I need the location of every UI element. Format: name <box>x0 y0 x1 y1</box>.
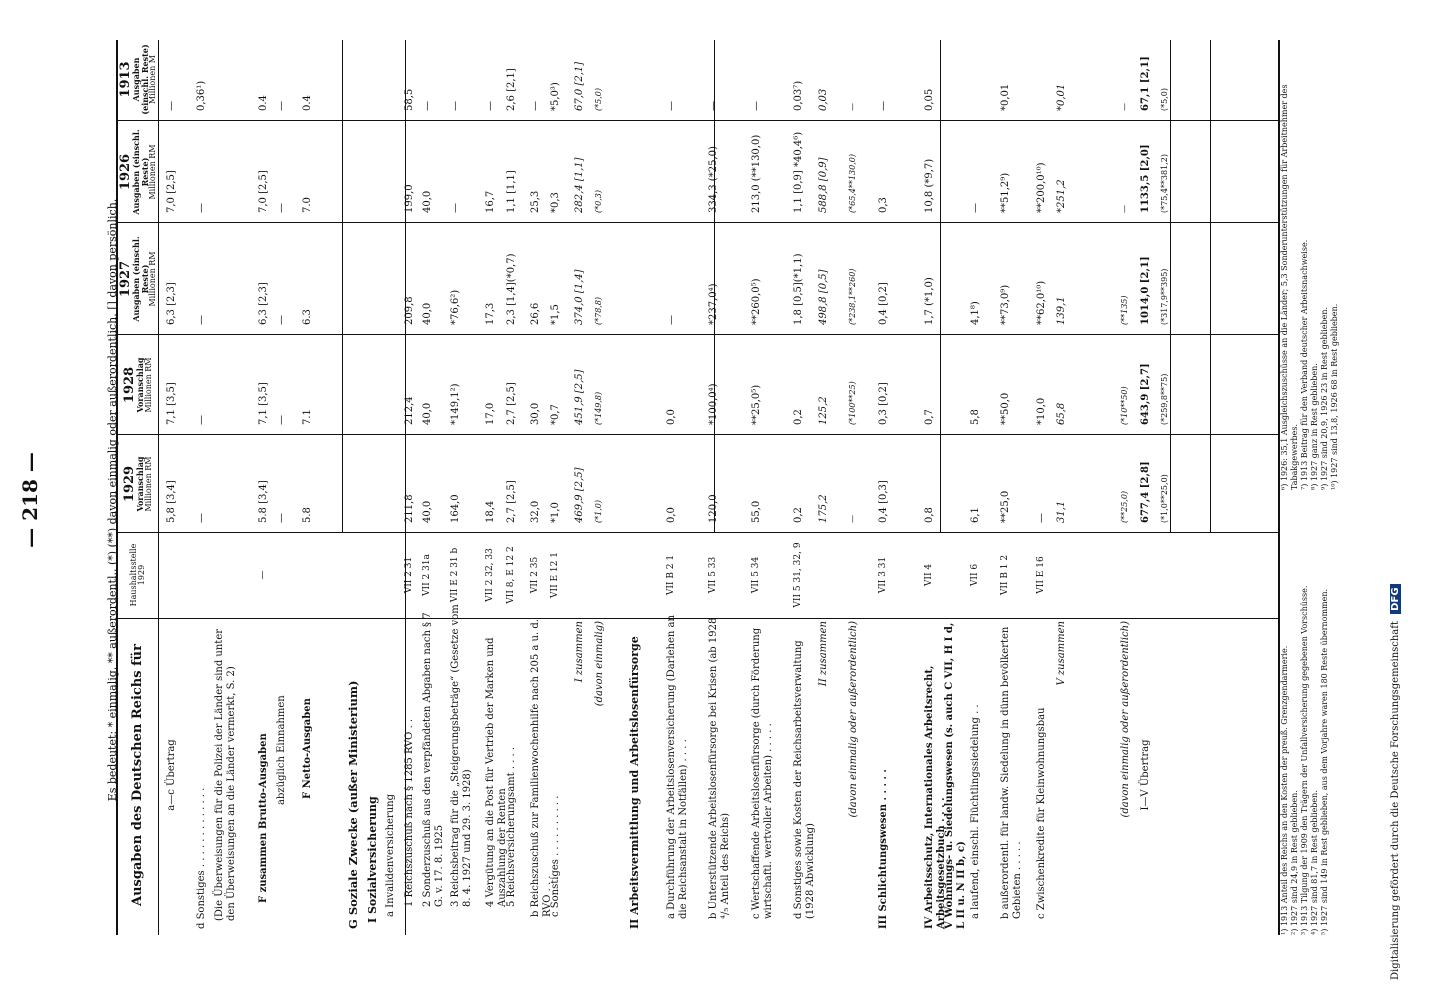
row-label: 2 Sonderzuschuß aus den verpfändeten Abgaben nach § 7 G. v. 17. 8. 1925 <box>422 612 445 907</box>
row-label: a laufend, einschl. Flüchtlingssiedelung . . <box>970 704 981 919</box>
value-1929: 0,8 <box>924 507 935 523</box>
footnote: ⁵) 1927 sind 149 in Rest geblieben, aus dem Vorjahre waren 180 Reste übernommen. <box>1320 588 1329 935</box>
value-1927: (**135) <box>1120 295 1129 325</box>
value-1928: **50,0 <box>1000 392 1011 425</box>
value-1913: 0,03⁷) <box>793 80 804 111</box>
value-1926: 25,3 <box>530 190 541 213</box>
budget-position: VII 3 31 <box>878 556 888 594</box>
value-1929: 211,8 <box>404 494 415 523</box>
value-1913: — <box>1120 103 1129 111</box>
digitization-text: Digitalisierung gefördert durch die Deutsche Forschungsgemeinschaft <box>1390 621 1401 980</box>
value-1927: **62,0¹⁰) <box>1036 280 1047 325</box>
value-1913: 67,1 [2,1] <box>1140 56 1151 111</box>
value-1928: — <box>276 415 287 425</box>
value-1928: (*149,8) <box>594 391 603 425</box>
column-rule <box>118 532 1278 533</box>
value-1927: 40,0 <box>422 302 433 325</box>
sum-rule <box>1210 40 1211 533</box>
value-1926: — <box>1120 205 1129 213</box>
value-1927: 6,3 [2,3] <box>166 282 177 325</box>
footnote: ⁹) 1927 sind 20,9, 1926 23 in Rest geblieben. <box>1320 306 1329 490</box>
header-hh-column: Haushaltsstelle 1929 <box>128 543 146 607</box>
value-1913: — <box>708 101 719 111</box>
value-1927: 1,7 (*1,0) <box>924 277 935 325</box>
value-1928: (*100**25) <box>848 381 857 425</box>
value-1929: *1,0 <box>550 502 561 523</box>
value-1928: 125,2 <box>818 396 829 425</box>
value-1928: 65,8 <box>1056 402 1067 425</box>
value-1928: *0,7 <box>550 404 561 425</box>
row-label: (Die Überweisungen für die Polizei der Länder sind unter den Überweisungen an die Länder vermerkt, S. 2) <box>214 628 237 921</box>
value-1913: — <box>878 101 889 111</box>
page-number: — 218 — <box>18 452 42 548</box>
row-label: II zusammen <box>818 621 829 687</box>
value-1929: 32,0 <box>530 500 541 523</box>
budget-position: VII 2 31 <box>404 556 414 594</box>
value-1928: 0,2 <box>793 409 804 425</box>
row-label: abzüglich Einnahmen <box>276 695 287 805</box>
row-label: b außerordentl. für landw. Siedelung in dünn bevölkerten Gebieten . . . . . <box>1000 626 1023 919</box>
value-1927: 209,8 <box>404 296 415 325</box>
value-1926: — <box>450 203 461 213</box>
row-label: b Unterstützende Arbeitslosenfürsorge bei Krisen (ab 1928 ⁴/₅ Anteil des Reichs) <box>708 617 731 919</box>
value-1913: *0,01 <box>1000 83 1011 111</box>
value-1913: 2,6 [2,1] <box>506 68 517 111</box>
budget-position: VII 4 <box>924 563 934 587</box>
column-rule <box>118 618 1278 619</box>
value-1928: 0,7 <box>924 409 935 425</box>
value-1929: 18,4 <box>485 500 496 523</box>
footnote: ¹) 1913 Anteil des Reichs an den Kosten der preuß. Grenzgendarmerie. <box>1280 645 1289 935</box>
header-1926: 1926 Ausgaben (einschl. Reste) Millionen RM <box>117 129 158 215</box>
value-1928: 212,4 <box>404 396 415 425</box>
value-1913: — <box>485 101 496 111</box>
value-1927: — <box>666 315 677 325</box>
value-1928: (*10**50) <box>1120 386 1129 425</box>
value-1926: 199,0 <box>404 184 415 213</box>
value-1913: — <box>450 101 461 111</box>
value-1926: 7,0 [2,5] <box>258 170 269 213</box>
value-1926: 7,0 [2,5] <box>166 170 177 213</box>
budget-position: VII 2 35 <box>530 556 540 594</box>
budget-position: VII 8, E 12 2 <box>506 546 516 604</box>
value-1928: 451,9 [2,5] <box>574 369 585 425</box>
header-1929: 1929 Voranschlag Millionen RM <box>121 456 153 512</box>
value-1929: 164,0 <box>450 494 461 523</box>
budget-position: VII 5 33 <box>708 556 718 594</box>
value-1929: 175,2 <box>818 494 829 523</box>
row-label: a Invalidenversicherung <box>385 794 396 917</box>
budget-position: VII E 12 1 <box>550 552 560 598</box>
budget-position: VII 6 <box>970 563 980 587</box>
value-1927: 1,8 [0,5](*1,1) <box>793 253 804 325</box>
value-1913: — <box>530 101 541 111</box>
budget-position: VII 5 31, 32, 9 <box>793 542 803 608</box>
value-1926: 1,1 [0,9] *40,4⁶) <box>793 131 804 213</box>
value-1929: — <box>1036 513 1047 523</box>
value-1929: 120,0 <box>708 494 719 523</box>
value-1929: **25,0 <box>1000 490 1011 523</box>
value-1926: — <box>196 203 207 213</box>
value-1928: 2,7 [2,5] <box>506 382 517 425</box>
value-1928: *149,1²) <box>450 383 461 425</box>
header-label-column: Ausgaben des Deutschen Reichs für <box>130 644 146 906</box>
sum-rule <box>940 40 941 533</box>
value-1926: 1133,5 [2,0] <box>1140 144 1151 213</box>
value-1913: — <box>751 101 762 111</box>
row-label: (davon einmalig) <box>594 621 605 707</box>
value-1913: — <box>166 101 177 111</box>
value-1927: 4,1⁸) <box>970 301 981 325</box>
value-1926: *251,2 <box>1056 179 1067 213</box>
value-1927: 1014,0 [2,1] <box>1140 256 1151 325</box>
value-1929: — <box>848 515 857 523</box>
legend: Es bedeutet: * einmalig, ** außerordentl., (*) (**) davon einmalig oder außerordentlich. [] davon persönlich. <box>106 198 119 802</box>
value-1913: 67,0 [2,1] <box>574 61 585 111</box>
value-1927: *237,0⁴) <box>708 283 719 325</box>
value-1928: 40,0 <box>422 402 433 425</box>
value-1928: 30,0 <box>530 402 541 425</box>
row-label: F zusammen Brutto-Ausgaben <box>258 733 269 903</box>
row-label: I zusammen <box>574 621 585 683</box>
column-rule <box>118 222 1278 223</box>
value-1928: *100,0⁴) <box>708 383 719 425</box>
value-1927: **260,0⁵) <box>751 278 762 325</box>
footnote: ⁶) 1926: 35,1 Ausgleichszuschüsse an die Länder; 5,3 Sonderunterstützungen für Arbeitnehmer des Tabakgewerbes. <box>1280 84 1299 490</box>
value-1927: *1,5 <box>550 304 561 325</box>
value-1929: (**25,0) <box>1120 490 1129 523</box>
row-label: 4 Vergütung an die Post für Vertrieb der Marken und Auszahlung der Renten <box>485 637 508 907</box>
value-1913: 58,5 <box>404 88 415 111</box>
value-1928: 17,0 <box>485 402 496 425</box>
value-1928: 643,9 [2,7] <box>1140 363 1151 425</box>
value-1929: (*1,0) <box>594 500 603 523</box>
value-1927: 6,3 [2,3] <box>258 282 269 325</box>
budget-table <box>116 40 1280 935</box>
sum-rule <box>1170 40 1171 533</box>
row-label: III Schlichtungswesen . . . . . <box>878 769 889 929</box>
budget-position: VII B 1 2 <box>1000 554 1010 596</box>
value-1929: 0,0 <box>666 507 677 523</box>
value-1927: 0,4 [0,2] <box>878 282 889 325</box>
value-1913: 0.4 <box>302 95 313 111</box>
value-1928: **25,0⁵) <box>751 384 762 425</box>
value-1926: *0,3 <box>550 192 561 213</box>
value-1913: 0,05 <box>924 88 935 111</box>
footnote: ¹⁰) 1927 sind 13,8, 1926 68 in Rest geblieben. <box>1330 303 1339 490</box>
row-label: a—c Übertrag <box>166 739 177 811</box>
row-label: a Durchführung der Arbeitslosenversicherung (Darlehen an die Reichsanstalt in Notfällen) . . . . <box>666 615 689 919</box>
value-1929: 5,8 [3,4] <box>166 480 177 523</box>
value-1926: (*65,4**130,0) <box>848 154 857 213</box>
value-1929: 5.8 <box>302 507 313 523</box>
column-rule <box>118 434 1278 435</box>
value-1926: — <box>970 203 981 213</box>
value-1929: 677,4 [2,8] <box>1140 461 1151 523</box>
row-label: b Reichszuschuß zur Familienwochenhilfe nach 205 a u. d. RVO . . . <box>530 619 553 917</box>
value-1929: (*1,0**25,0) <box>1160 474 1169 523</box>
budget-position: VII B 2 1 <box>666 554 676 596</box>
value-1913: 0,03 <box>818 88 829 111</box>
value-1926: 213,0 (**130,0) <box>751 134 762 213</box>
value-1913: — <box>666 101 677 111</box>
footnote: ³) 1913 Tilgung der 1909 den Trägern der Unfallversicherung gegebenen Vorschüsse. <box>1300 585 1309 935</box>
header-1913: 1913 Ausgaben (einschl. Reste) Millionen M <box>117 44 158 115</box>
value-1926: (*75,4**381,2) <box>1160 154 1169 213</box>
budget-position: VII 2 32, 33 <box>485 548 495 602</box>
value-1913: — <box>848 103 857 111</box>
value-1927: — <box>196 315 207 325</box>
budget-position: — <box>258 570 268 580</box>
digitization-note <box>1390 584 1401 980</box>
value-1928: 0,3 [0,2] <box>878 382 889 425</box>
value-1927: 26,6 <box>530 302 541 325</box>
value-1927: 2,3 [1,4](*0,7) <box>506 253 517 325</box>
value-1928: *10,0 <box>1036 397 1047 425</box>
value-1926: 334,3 (*25,0) <box>708 146 719 213</box>
footnote: ⁴) 1927 sind 81,7 in Rest geblieben. <box>1310 790 1319 935</box>
value-1913: 0,36¹) <box>196 80 207 111</box>
row-label: V Wohnungs- u. Siedelungswesen (s. auch C VII, H I d, L II u. N II b, c) <box>944 622 967 929</box>
row-label: d Sonstiges sowie Kosten der Reichsarbeitsverwaltung (1928 Abwicklung) <box>793 640 816 919</box>
value-1927: 374,0 [1,4] <box>574 269 585 325</box>
footnotes-left <box>1280 505 1330 935</box>
budget-position: VII 2 31a <box>422 554 432 596</box>
row-label: V zusammen <box>1056 621 1067 686</box>
value-1926: 588,8 [0,9] <box>818 157 829 213</box>
dfg-logo: DFG <box>1390 584 1401 613</box>
value-1928: 7,1 [3,5] <box>166 382 177 425</box>
row-label: 1 Reichszuschuß nach § 1285 RVO . . <box>404 718 415 907</box>
header-1928: 1928 Voranschlag Millionen RM <box>121 357 153 413</box>
footnote: ⁷) 1913 Beitrag für den Verband deutscher Arbeitsnachweise. <box>1300 239 1309 490</box>
footnote: ⁸) 1927 ganz in Rest geblieben. <box>1310 363 1319 490</box>
value-1926: **51,2⁹) <box>1000 172 1011 213</box>
value-1929: 0,2 <box>793 507 804 523</box>
value-1913: (*5,0) <box>1160 88 1169 111</box>
value-1927: **73,0⁹) <box>1000 284 1011 325</box>
row-label: (davon einmalig oder außerordentlich) <box>848 621 859 818</box>
value-1926: 10,8 (*9,7) <box>924 158 935 213</box>
value-1926: 0,3 <box>878 197 889 213</box>
value-1926: 1,1 [1,1] <box>506 170 517 213</box>
value-1927: 498,8 [0,5] <box>818 269 829 325</box>
value-1927: (*238,1**260) <box>848 268 857 325</box>
row-label: c Zwischenkredite für Kleinwohnungsbau <box>1036 707 1047 919</box>
value-1928: 0,0 <box>666 409 677 425</box>
value-1926: 16,7 <box>485 190 496 213</box>
value-1913: *0,01 <box>1056 83 1067 111</box>
value-1926: **200,0¹⁰) <box>1036 162 1047 213</box>
value-1927: *76,6²) <box>450 289 461 325</box>
value-1927: 6.3 <box>302 309 313 325</box>
value-1929: — <box>276 513 287 523</box>
footnote: ²) 1927 sind 24,9 in Rest geblieben. <box>1290 790 1299 935</box>
row-label: I—V Übertrag <box>1140 739 1151 811</box>
value-1928: — <box>196 415 207 425</box>
row-label: (davon einmalig oder außerordentlich) <box>1120 621 1131 818</box>
column-rule <box>118 120 1278 121</box>
value-1913: — <box>276 101 287 111</box>
table-header <box>118 40 158 935</box>
value-1928: 7.1 <box>302 409 313 425</box>
budget-position: VII E 2 31 b <box>450 547 460 603</box>
footnotes-right <box>1280 40 1340 490</box>
value-1927: (*78,8) <box>594 296 603 325</box>
header-rule <box>158 40 159 935</box>
value-1929: 5.8 [3,4] <box>258 480 269 523</box>
value-1927: 139,1 <box>1056 296 1067 325</box>
row-label: c Wertschaffende Arbeitslosenfürsorge (durch Förderung wirtschaftl. wertvoller Arbeiten) . . . . . <box>751 627 774 919</box>
value-1913: (*5,0) <box>594 88 603 111</box>
header-1927: 1927 Ausgaben (einschl. Reste) Millionen RM <box>117 236 158 322</box>
sum-rule <box>342 40 343 533</box>
row-label: c Sonstiges . . . . . . . . . . <box>550 795 561 917</box>
budget-position: VII E 16 <box>1036 556 1046 594</box>
value-1929: 6,1 <box>970 507 981 523</box>
value-1926: 7.0 <box>302 197 313 213</box>
value-1929: 40,0 <box>422 500 433 523</box>
value-1929: 2,7 [2,5] <box>506 480 517 523</box>
budget-position: VII 5 34 <box>751 556 761 594</box>
value-1929: 469,9 [2,5] <box>574 467 585 523</box>
value-1928: 5,8 <box>970 409 981 425</box>
value-1927: (*317,9**395) <box>1160 268 1169 325</box>
value-1929: 31,1 <box>1056 500 1067 523</box>
row-label: I Sozialversicherung <box>366 796 379 923</box>
row-label: G Soziale Zwecke (außer Ministerium) <box>346 680 360 929</box>
value-1913: 0.4 <box>258 95 269 111</box>
value-1928: 7,1 [3,5] <box>258 382 269 425</box>
value-1926: (*0,3) <box>594 190 603 213</box>
value-1929: 0,4 [0,3] <box>878 480 889 523</box>
row-label: F Netto-Ausgaben <box>302 698 313 799</box>
value-1929: 55,0 <box>751 500 762 523</box>
row-label: 3 Reichsbeitrag für die „Steigerungsbeträge“ (Gesetze vom 8. 4. 1927 und 29. 3. 1928) <box>450 604 473 907</box>
value-1927: — <box>276 315 287 325</box>
value-1927: 17,3 <box>485 302 496 325</box>
row-label: II Arbeitsvermittlung und Arbeitslosenfürsorge <box>628 636 641 929</box>
value-1926: 282,4 [1,1] <box>574 157 585 213</box>
value-1928: (*259,8**75) <box>1160 373 1169 425</box>
row-label: 5 Reichsversicherungsamt . . . . <box>506 746 517 907</box>
row-label: IV Arbeitsschutz, Internationales Arbeitsrecht, Arbeitsgesetzbuch . . . . <box>924 665 947 929</box>
value-1913: — <box>422 101 433 111</box>
row-label: d Sonstiges . . . . . . . . . . . . . <box>196 787 207 929</box>
value-1929: — <box>196 513 207 523</box>
value-1926: — <box>276 203 287 213</box>
column-rule <box>118 334 1278 335</box>
value-1913: *5,0³) <box>550 82 561 111</box>
value-1926: 40,0 <box>422 190 433 213</box>
